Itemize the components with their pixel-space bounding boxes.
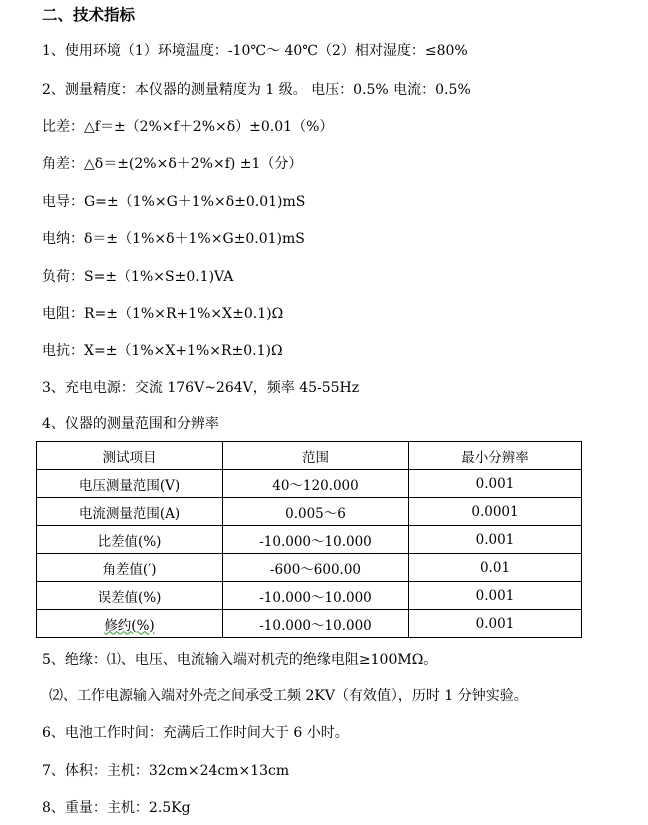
battery-line: 6、电池工作时间：充满后工作时间大于 6 小时。 — [42, 725, 349, 741]
table-row — [37, 470, 582, 498]
table-row — [37, 526, 582, 554]
insulation-line-2: ⑵、工作电源输入端对外壳之间承受工频 2KV（有效值），历时 1 分钟实验。 — [49, 688, 528, 704]
cell-range: 0.005～6 — [223, 498, 409, 526]
cell-resolution: 0.001 — [409, 526, 582, 554]
power-line: 3、充电电源：交流 176V~264V，频率 45-55Hz — [42, 380, 360, 396]
spec-table — [36, 441, 582, 638]
cell-resolution: 0.0001 — [409, 498, 582, 526]
accuracy-line: 2、测量精度：本仪器的测量精度为 1 级。 电压：0.5% 电流：0.5% — [42, 82, 471, 98]
env-line: 1、使用环境（1）环境温度：-10℃～ 40℃（2）相对湿度：≤80% — [42, 43, 468, 59]
volume-line: 7、体积：主机：32cm×24cm×13cm — [42, 763, 290, 779]
cell-item: 角差值(′) — [37, 554, 223, 582]
susceptance-line: 电纳：δ＝±（1%×δ＋1%×G±0.01)mS — [42, 231, 305, 247]
resistance-line: 电阻：R=±（1%×R+1%×X±0.1)Ω — [42, 306, 284, 322]
table-row — [37, 554, 582, 582]
cell-item: 电流测量范围(A) — [37, 498, 223, 526]
cell-range: -600～600.00 — [223, 554, 409, 582]
cell-item: 比差值(%) — [37, 526, 223, 554]
cell-resolution: 0.001 — [409, 470, 582, 498]
cell-range: -10.000～10.000 — [223, 610, 409, 638]
spellcheck-underline: 修约(%) — [104, 617, 155, 634]
cell-item — [37, 610, 223, 638]
reactance-line: 电抗：X=±（1%×X+1%×R±0.1)Ω — [42, 343, 283, 359]
phase-error-line: 角差：△δ＝±(2%×δ＋2%×f) ±1（分） — [42, 156, 303, 172]
cell-range: 40～120.000 — [223, 470, 409, 498]
header-range: 范围 — [223, 442, 409, 470]
cell-resolution: 0.001 — [409, 582, 582, 610]
header-test-item: 测试项目 — [37, 442, 223, 470]
header-resolution: 最小分辨率 — [409, 442, 582, 470]
conductance-line: 电导：G=±（1%×G＋1%×δ±0.01)mS — [42, 194, 306, 210]
range-title-line: 4、仪器的测量范围和分辨率 — [42, 416, 219, 432]
cell-resolution: 0.01 — [409, 554, 582, 582]
cell-item: 电压测量范围(V) — [37, 470, 223, 498]
ratio-error-line: 比差：△f＝±（2%×f＋2%×δ）±0.01（%） — [42, 119, 334, 135]
weight-line: 8、重量：主机：2.5Kg — [42, 800, 191, 816]
cell-item: 误差值(%) — [37, 582, 223, 610]
cell-resolution: 0.001 — [409, 610, 582, 638]
cell-range: -10.000～10.000 — [223, 582, 409, 610]
insulation-line-1: 5、绝缘：⑴、电压、电流输入端对机壳的绝缘电阻≥100MΩ。 — [42, 652, 438, 668]
cell-range: -10.000～10.000 — [223, 526, 409, 554]
table-row — [37, 610, 582, 638]
section-heading: 二、技术指标 — [42, 5, 136, 24]
table-header-row — [37, 442, 582, 470]
table-row — [37, 498, 582, 526]
load-line: 负荷：S=±（1%×S±0.1)VA — [42, 269, 234, 285]
table-row — [37, 582, 582, 610]
